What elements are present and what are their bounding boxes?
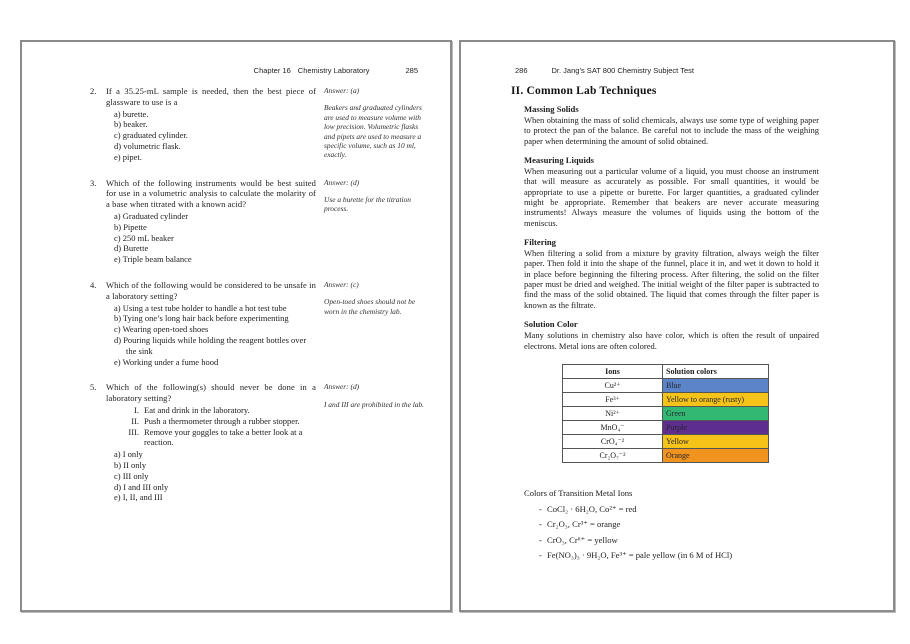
- margin-note: Open-toed shoes should not be worn in the chemistry lab.: [324, 297, 416, 316]
- answer-choice: d) Burette: [114, 243, 149, 254]
- answer-label: Answer: (d): [324, 177, 360, 187]
- answer-choice: b) II only: [114, 459, 147, 470]
- ion-formula: Fe³⁺: [563, 392, 663, 406]
- formula-text: CoCl₂ · 6H₂O, Co²⁺ = red: [547, 503, 637, 514]
- question-block-4: [90, 280, 432, 367]
- solution-color-cell: Purple: [663, 420, 769, 434]
- page-number-left: 285: [405, 66, 418, 75]
- ion-formula: Cr₂O₇⁻²: [563, 448, 663, 462]
- solution-color-cell: Blue: [663, 378, 769, 392]
- answer-choice: d) I and III only: [114, 481, 169, 492]
- solution-color-cell: Yellow to orange (rusty): [663, 392, 769, 406]
- list-item: [539, 551, 873, 560]
- formula-text: CrO₃, Cr⁶⁺ = yellow: [547, 534, 618, 545]
- dash-bullet: -: [539, 534, 542, 545]
- chapter-title: Chemistry Laboratory: [297, 66, 370, 75]
- question-text: Which of the following(s) should never be done in a laboratory setting?: [106, 382, 316, 404]
- roman-numeral-list: [90, 405, 316, 448]
- question-block-3: [90, 178, 432, 265]
- formula-text: Fe(NO₃)₃ · 9H₂O, Fe³⁺ = pale yellow (in 6 M of HCl): [547, 550, 733, 561]
- section-heading: Measuring Liquids: [524, 155, 594, 166]
- page-number-right: 286: [515, 66, 528, 75]
- section-body: When measuring out a particular volume of a liquid, you must choose an instrument that will measure as accurately as possible. For small quantities, it would be appropriate to use a pipette or burette. For larger quantities, a graduated cylinder might be appropriate. Remember that beakers are never accurate measuring instruments! Always measure the volumes of liquids using the bottom of the meniscus.: [524, 166, 819, 228]
- answer-choice: e) I, II, and III: [114, 492, 163, 503]
- ion-formula: Ni²⁺: [563, 406, 663, 420]
- list-item: [539, 505, 873, 514]
- ion-formula: MnO₄⁻: [563, 420, 663, 434]
- ion-formula: Cu²⁺: [563, 378, 663, 392]
- question-number: 3.: [90, 177, 97, 188]
- table-row: [563, 420, 769, 434]
- table-header-ions: Ions: [563, 364, 663, 378]
- roman-item: [122, 405, 316, 416]
- table-header-solution-colors: Solution colors: [663, 364, 769, 378]
- answer-choice: b) Tying one’s long hair back before experimenting: [114, 313, 289, 324]
- solution-color-cell: Green: [663, 406, 769, 420]
- answer-choice: e) pipet.: [114, 151, 142, 162]
- dash-bullet: -: [539, 550, 542, 561]
- solution-color-cell: Yellow: [663, 434, 769, 448]
- formula-text: Cr₂O₃, Cr³⁺ = orange: [547, 519, 621, 530]
- section-massing-solids: [524, 104, 819, 146]
- answer-choice: a) I only: [114, 449, 143, 460]
- table-header-row: [563, 364, 769, 378]
- margin-note-column: [324, 178, 428, 265]
- answer-choice: d) Pouring liquids while holding the reagent bottles over the sink: [114, 334, 307, 356]
- dash-bullet: -: [539, 503, 542, 514]
- answer-choice: c) Wearing open-toed shoes: [114, 324, 209, 335]
- margin-note: Beakers and graduated cylinders are used to measure volume with low precision. Volumetric flasks and pipets are used to measure a specific volume, such as 10 ml, exactly.: [324, 103, 422, 160]
- list-item: [539, 520, 873, 529]
- margin-note: I and III are prohibited in the lab.: [324, 399, 425, 409]
- answer-choice: c) 250 mL beaker: [114, 232, 174, 243]
- transition-metal-ions-list: [539, 505, 873, 561]
- question-text: If a 35.25-mL sample is needed, then the best piece of glassware to use is a: [106, 86, 316, 107]
- section-body: When obtaining the mass of solid chemicals, always use some type of weighing paper to protect the pan of the balance. Be careful not to include the mass of the weighing paper when determining the amount of solid obtained.: [524, 115, 819, 146]
- solution-color-cell: Orange: [663, 448, 769, 462]
- section-title: II. Common Lab Techniques: [511, 85, 657, 97]
- right-page: [459, 40, 895, 612]
- dash-bullet: -: [539, 519, 542, 530]
- chapter-label: Chapter 16: [253, 66, 291, 75]
- section-measuring-liquids: [524, 155, 819, 228]
- roman-text: Eat and drink in the laboratory.: [144, 404, 250, 415]
- transition-metal-ions-title: Colors of Transition Metal Ions: [524, 487, 633, 498]
- left-page: [20, 40, 452, 612]
- answer-choice: a) Using a test tube holder to handle a hot test tube: [114, 302, 287, 313]
- answer-label: Answer: (a): [324, 86, 360, 95]
- answer-choice: a) burette.: [114, 108, 149, 119]
- section-body: When filtering a solid from a mixture by gravity filtration, always weigh the filter paper. Then fold it into the shape of the funnel, place it in, and wet it down to hold it in place before beginning the filtering process. After filtering, the solid on the filter paper must be dried and weighed. The initial weight of the filter paper is subtracted to find the mass of the solid obtained. The liquid that comes through the filter paper is known as the filtrate.: [524, 248, 819, 310]
- roman-label: I.: [134, 404, 139, 415]
- answer-choice: a) Graduated cylinder: [114, 210, 189, 221]
- question-text: Which of the following instruments would be best suited for use in a volumetric analysis to calculate the molarity of a base when titrated with a known acid?: [106, 177, 316, 210]
- answer-choice: c) III only: [114, 470, 149, 481]
- book-title: Dr. Jang’s SAT 800 Chemistry Subject Test: [551, 66, 694, 75]
- answer-label: Answer: (d): [324, 382, 360, 392]
- roman-text: Remove your goggles to take a better look at a reaction.: [144, 426, 303, 448]
- section-filtering: [524, 237, 819, 310]
- table-row: [563, 434, 769, 448]
- right-page-header: [515, 66, 873, 75]
- answer-choice: b) Pipette: [114, 221, 147, 232]
- table-row: [563, 378, 769, 392]
- section-heading: Massing Solids: [524, 104, 579, 114]
- roman-label: II.: [131, 415, 139, 426]
- answer-choice: c) graduated cylinder.: [114, 130, 188, 141]
- left-page-header: [90, 66, 432, 75]
- margin-note-column: [324, 280, 428, 367]
- question-number: 5.: [90, 382, 97, 393]
- section-heading: Solution Color: [524, 319, 578, 330]
- question-number: 4.: [90, 279, 97, 290]
- margin-note-column: [324, 86, 428, 163]
- answer-choice: e) Triple beam balance: [114, 254, 192, 265]
- margin-note-column: [324, 382, 428, 503]
- table-row: [563, 406, 769, 420]
- ion-formula: CrO₄⁻²: [563, 434, 663, 448]
- answer-choice: e) Working under a fume hood: [114, 356, 219, 367]
- answer-choice: b) beaker.: [114, 119, 148, 130]
- question-block-5: [90, 382, 432, 503]
- table-row: [563, 392, 769, 406]
- section-heading: Filtering: [524, 237, 556, 248]
- margin-note: Use a burette for the titration process.: [324, 194, 411, 214]
- roman-item: [122, 416, 316, 427]
- solution-color-table: [562, 364, 769, 463]
- question-text: Which of the following would be considered to be unsafe in a laboratory setting?: [106, 279, 316, 301]
- list-item: [539, 536, 873, 545]
- section-body: Many solutions in chemistry also have color, which is often the result of unpaired electrons. Metal ions are often colored.: [524, 330, 819, 351]
- table-row: [563, 448, 769, 462]
- section-solution-color: [524, 319, 819, 351]
- question-number: 2.: [90, 86, 97, 96]
- answer-choice: d) volumetric flask.: [114, 140, 181, 151]
- roman-label: III.: [128, 426, 139, 437]
- roman-item: [122, 427, 316, 449]
- question-block-2: [90, 86, 432, 163]
- answer-label: Answer: (c): [324, 279, 359, 289]
- roman-text: Push a thermometer through a rubber stopper.: [144, 415, 300, 426]
